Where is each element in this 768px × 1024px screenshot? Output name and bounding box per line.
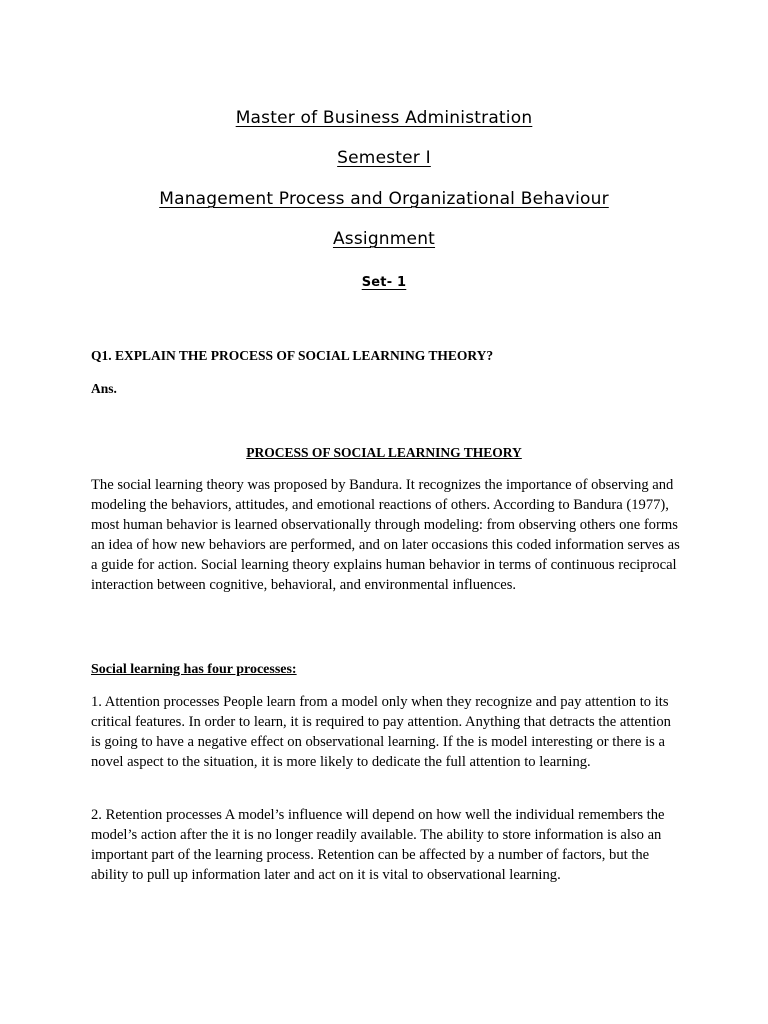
assignment-title: Assignment <box>332 229 436 249</box>
process-item-retention: 2. Retention processes A model’s influence will depend on how well the individual remembers the model’s action after the it is no longer readily available. The ability to store information is also an important part of the learning process. Retention can be affected by a number of factors, but the ability to pull up information later and act on it is vital to observational learning. <box>91 807 665 883</box>
course-title: Management Process and Organizational Behaviour <box>159 189 609 209</box>
set-label: Set- 1 <box>361 275 407 290</box>
semester-title: Semester I <box>337 148 431 168</box>
process-item-attention: 1. Attention processes People learn from a model only when they recognize and pay attention to its critical features. In order to learn, it is required to pay attention. Anything that detracts the attention is going to have a negative effect on observational learning. If the is model interesting or there is a novel aspect to the situation, it is more likely to dedicate the full attention to learning. <box>91 694 671 770</box>
answer-label: Ans. <box>91 381 117 396</box>
intro-paragraph: The social learning theory was proposed by Bandura. It recognizes the importance of observing and modeling the behaviors, attitudes, and emotional reactions of others. According to Bandura (1977), most human behavior is learned observationally through modeling: from observing others one forms an idea of how new behaviors are performed, and on later occasions this coded information serves as a guide for action. Social learning theory explains human behavior in terms of continuous reciprocal interaction between cognitive, behavioral, and environmental influences. <box>91 477 680 593</box>
degree-title: Master of Business Administration <box>235 108 533 128</box>
processes-heading: Social learning has four processes: <box>91 662 297 677</box>
question-heading: Q1. EXPLAIN THE PROCESS OF SOCIAL LEARNING THEORY? <box>91 348 494 363</box>
section-title: PROCESS OF SOCIAL LEARNING THEORY <box>246 445 522 460</box>
